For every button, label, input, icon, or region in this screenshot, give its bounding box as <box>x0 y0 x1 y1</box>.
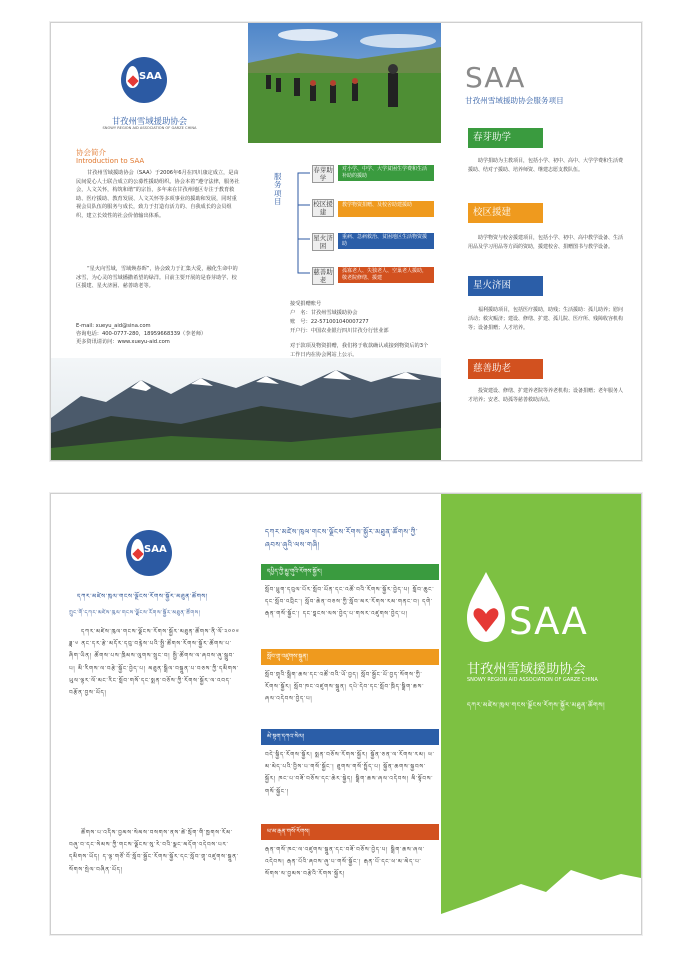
service-box-3: 星火济困 <box>313 234 333 250</box>
tibetan-paragraph-1: དཀར་མཛེས་ཁུལ་གངས་ལྗོངས་རོགས་སྐྱོར་མཐུན་ཚོགས་ནི་ལོ་༢༠༠༦ ཟླ་༦ ནང་དར་རྩེ་མདོར་དབུ་བརྙེས་པའི་སྤྱི་ཚོགས་རོགས་སྐྱོར་ཚོགས་པ་ཞིག་ཡིན། ཚོགས་པས་ཁྲིམས་ལུགས་སྲུང་བ། སྤྱི་ཚོགས་ལ་ཞབས་ཞུ་སྒྲུབ་པ། མི་རིགས་ལ་བརྩེ་སྐྱོང་བྱེད་པ། མཐུན་སྒྲིལ་བསྐྲུན་པ་བཅས་ཀྱི་དམིགས་ཡུལ་ལྟར་ལོ་མང་རིང་སློབ་གསོ་དང་སྨན་བཅོས་ཀྱི་རོགས་སྐྱོར་ལ་འབད་བརྩོན་བྱས་ཡོད། <box>69 629 240 697</box>
brochure-inside <box>50 493 642 935</box>
cover-saa-title: SAA <box>509 600 588 643</box>
panel-left-intro <box>51 23 248 460</box>
tibetan-org-subtitle: ཀྲུང་གོ་དཀར་མཛེས་ཁུལ་གངས་ལྗོངས་རོགས་སྐྱོར་མཐུན་ཚོགས། <box>69 610 201 616</box>
tibetan-service-text-1: སློབ་ཕྲུག་དབུལ་པོར་སློབ་ཡོན་དང་འཚོ་བའི་རོགས་སྐྱོར་བྱེད་པ། སློབ་ཆུང་དང་སློབ་འབྲིང་། སློབ་ཆེན་བཅས་ཀྱི་སློབ་མར་རོགས་རམ་གནང་བ། དགེ་རྒན་གསོ་སྐྱོང་། དང་བླངས་ལས་བྱེད་པ་གསར་འཛུགས་བྱེད་པ། <box>265 587 435 618</box>
intro-heading-en: Introduction to SAA <box>76 157 145 165</box>
category-cishan-desc: 投资建设、修缮、扩建养老院等养老机构；设备捐赠；老年服务人才培养；安老、助孤等慈善救助活动。 <box>468 388 624 403</box>
panel-middle-services <box>248 23 441 460</box>
contact-web: 更多资讯请访问：www.xueyu-aid.com <box>76 339 170 345</box>
tibetan-paragraph-2: ཚོགས་པ་འདིས་བྱམས་སེམས་བསགས་ནས་ཚེ་སྲོག་གི་ཁྱགས་རོམ་བཞུ་བ་དང་སེམས་ཀྱི་གངས་ལྗོངས་སུ་རེ་བའི་ལྗང་མདོག་འདེབས་པར་དམིགས་ཡོད། ད་ལྟ་གཙོ་བོ་སློབ་སྦྱོང་རོགས་སྐྱོར་དང་སློབ་གྲྭ་འཛུགས་སྐྲུན་སོགས་སྤེལ་བཞིན་ཡོད། <box>69 830 239 873</box>
saa-logo-small: SAA <box>126 530 172 576</box>
category-xiaoqu-desc: 助学物资与校舍援建项目，包括小学、初中、高中教学设备、生活用品及学习用品等方面的资助，援建校舍、捐赠图书与教学设备。 <box>468 235 624 250</box>
saa-logo: SAA <box>121 57 167 103</box>
tibetan-service-text-2: སློབ་གྲྭའི་སྒྲིག་ཆས་དང་འཚོ་བའི་ཡོ་བྱད། སློབ་སྦྱོང་ཡོ་བྱད་སོགས་ཀྱི་རོགས་སྐྱོར། སློབ་ཁང་འཛུགས་སྐྲུན། དཔེ་དེབ་དང་སློབ་ཁྲིད་སྒྲིག་ཆས་ཞལ་འདེབས་བྱེད་པ། <box>265 672 425 703</box>
tibetan-service-bar-2: སློབ་གྲྭ་འཛུགས་སྐྲུན། <box>261 649 439 665</box>
intro-heading: 协会简介 <box>76 148 106 157</box>
tibetan-org-title: དཀར་མཛེས་ཁུལ་གངས་ལྗོངས་རོགས་སྐྱོར་མཐུན་ཚོགས། <box>77 593 208 600</box>
service-box-4: 慈善助老 <box>313 268 333 284</box>
panel-left-tibetan <box>51 494 251 934</box>
category-cishan: 慈善助老 <box>468 359 543 379</box>
category-xiaoqu: 校区援建 <box>468 203 543 223</box>
category-xinghuo: 星火济困 <box>468 276 543 296</box>
service-desc-4: 孤寡老人、失独老人、空巢老人援助，敬老院修缮、援建 <box>338 267 434 283</box>
category-chunya-desc: 助学捐助为主教项目，包括小学、初中、高中、大学学费和生活费援助、结对子援助、培养师资、继建志愿支教队伍。 <box>468 158 624 173</box>
cover-org-name: 甘孜州雪域援助协会 <box>467 662 586 677</box>
account-bank: 开户行：中国农业银行四川甘孜分行营业部 <box>290 328 389 334</box>
service-desc-3: 重病、急病救治、贫困地区生活物资援助 <box>338 233 434 249</box>
snow-mountain-graphic <box>441 834 641 934</box>
drop-heart-icon <box>463 572 509 642</box>
tibetan-service-bar-3: མེ་སྟག་དཀའ་སེལ། <box>261 729 439 745</box>
account-note: 对于款项及物资捐赠，我们将于收款确认或接到物资后的3个工作日内在协会网站上公示。 <box>290 343 429 358</box>
cover-tibetan-name: དཀར་མཛེས་ཁུལ་གངས་ལྗོངས་རོགས་སྐྱོར་མཐུན་ཚོགས། <box>467 701 606 709</box>
category-xinghuo-desc: 福利援助项目，包括医疗援助，助残；生活援助：孤儿助养；慰问活动；救灾赈济；建设、修缮、扩建、孤儿院、医疗所、残障收容机构等；设备捐赠；人才培养。 <box>468 307 624 331</box>
contact-phone: 咨询电话：400-0777-280，18959668339（李老师） <box>76 331 207 337</box>
account-title: 接受捐赠账号 <box>290 301 322 307</box>
brochure-outside <box>50 22 642 461</box>
service-desc-1: 对小学、中学、大学贫困生学费和生活补助的援助 <box>338 165 434 181</box>
tibetan-service-bar-1: དཔྱིད་ཀྱི་མྱུ་གུའི་རོགས་སྐྱོར། <box>261 564 439 580</box>
intro-paragraph-1: 甘孜州雪域援助协会（SAA）于2006年6月在四川康定成立，是由民间爱心人士联合成立的公募性援助组织。协会本着“遵守法律，服务社会，人文关怀，构筑和谐”的宗旨，多年来在甘孜州地区专注于教育救助、医疗援助、教育发展、人文关怀等多项事业的援助和发展，同时重视会员队伍的服务与成长，致力于打造有活力的、自我成长的会员组织，建立长效性的社会价值输出体系。 <box>76 170 240 219</box>
projects-subtitle: 甘孜州雪域援助协会服务项目 <box>465 96 564 105</box>
intro-paragraph-2: “星火向雪域，雪域焕春晖”，协会致力于汇集大爱，融化生命中的冰雪，为心灵的雪域播撒希望的绿洋。目前主要开展的是春芽助学、校区援建、星火济困、慈善助老等。 <box>76 266 238 290</box>
service-bracket <box>288 165 312 285</box>
service-desc-2: 教学物资捐赠、及校舍助建援助 <box>338 201 434 217</box>
service-box-2: 校区援建 <box>313 200 333 216</box>
service-label: 服务项目 <box>274 172 282 207</box>
tibetan-service-bar-4: ཕ་མ་རྒན་གསོ་རོགས། <box>261 824 439 840</box>
saa-title: SAA <box>465 61 526 94</box>
account-number: 账 号：22-571001040007277 <box>290 319 369 325</box>
org-name-en: SNOWY REGION AID ASSOCIATION OF GARZE CHINA <box>102 126 197 130</box>
tibetan-services-heading: དཀར་མཛེས་ཁུལ་གངས་ལྗོངས་རོགས་སྐྱོར་མཐུན་ཚོགས་ཀྱི་ཞབས་ཞུའི་ལས་གཞི། <box>265 528 418 549</box>
tibetan-service-text-3: བདེ་སྐྱིད་རོགས་སྐྱོར། སྨན་བཅོས་རོགས་སྐྱོར། སྐྱོན་ཅན་ལ་རོགས་རམ། ཕ་མ་མེད་པའི་བྱིས་པ་གསོ་སྐྱོང་། ཐུགས་གསོ་སྤྲོད་པ། སྐྱོན་ཆགས་སྐྱབས་སྐྱོར། ཁང་པ་བཟོ་བཅོས་དང་ཆེར་སྐྱེད། སྒྲིག་ཆས་ཞལ་འདེབས། མི་སྟོབས་གསོ་སྐྱོང་། <box>265 752 435 795</box>
children-photo <box>248 23 441 143</box>
service-box-1: 春芽助学 <box>313 166 333 182</box>
tibetan-service-text-4: རྒན་གསོ་ཁང་ལ་འཛུགས་སྐྲུན་དང་བཟོ་བཅོས་བྱེད་པ། སྒྲིག་ཆས་ཞལ་འདེབས། རྒན་པོའི་ཞབས་ཞུ་པ་གསོ་སྐྱོང་། རྒན་པོ་དང་ཕ་མ་མེད་པ་སོགས་ལ་བྱམས་བརྩེའི་རོགས་སྐྱོར། <box>265 847 425 878</box>
contact-email: E-mail: xueyu_aid@sina.com <box>76 323 151 329</box>
cover-panel <box>441 494 641 934</box>
category-chunya: 春芽助学 <box>468 128 543 148</box>
org-name: 甘孜州雪域援助协会 <box>111 116 188 126</box>
cover-org-name-en: SNOWY REGION AID ASSOCIATION OF GARZE CHINA <box>467 677 598 683</box>
account-name: 户 名：甘孜州雪域援助协会 <box>290 310 358 316</box>
